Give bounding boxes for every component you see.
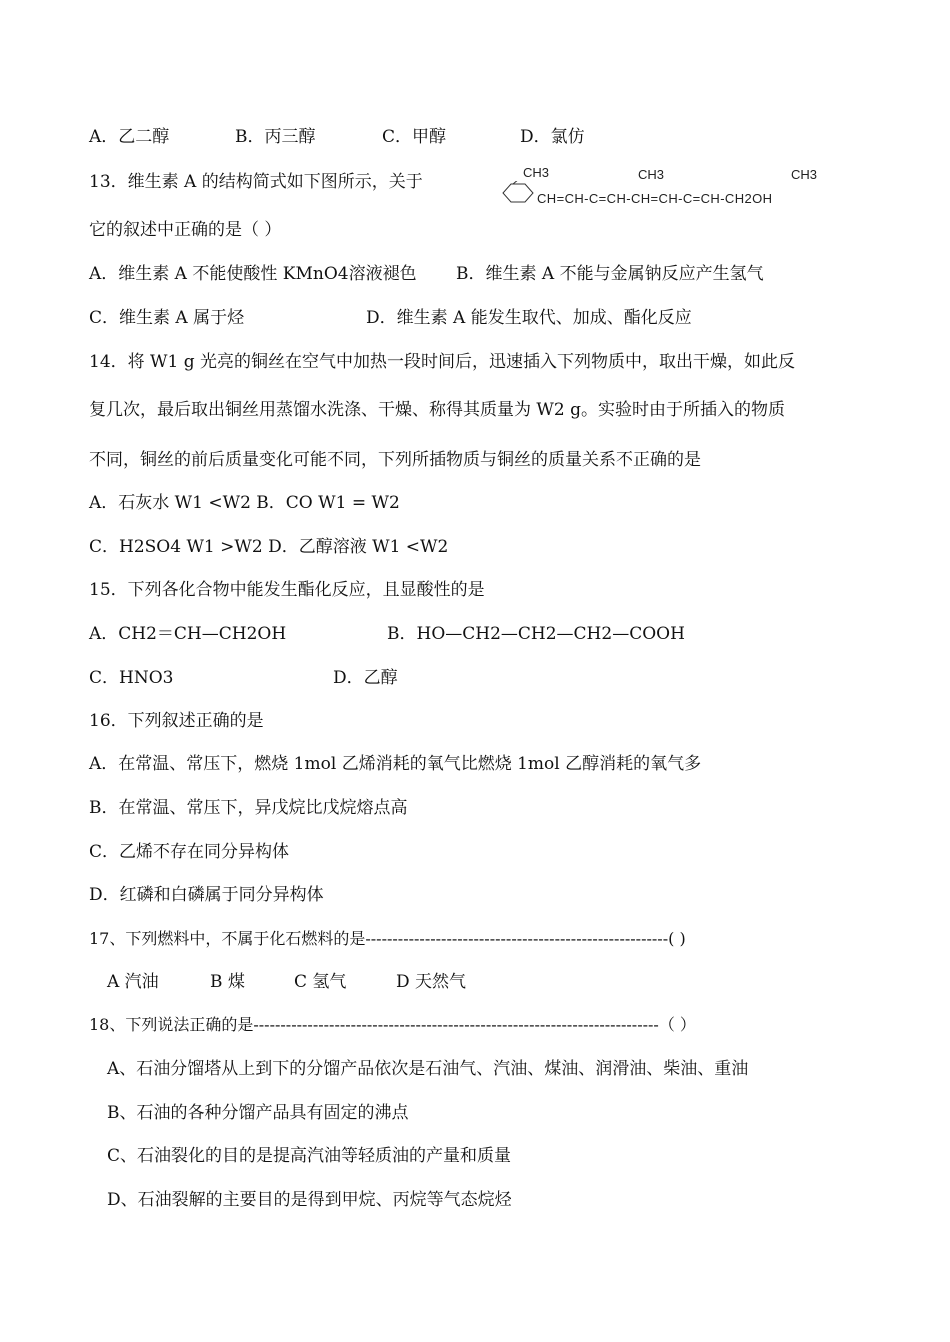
q14-options-ab: A．石灰水 W1 <W2 B．CO W1 = W2 [89,493,400,513]
polyene-chain: CH=CH-C=CH-CH=CH-C=CH-CH2OH [537,191,773,206]
q13-option-b: B．维生素 A 不能与金属钠反应产生氢气 [456,264,764,284]
q15-option-c: C．HNO3 [89,668,174,688]
q12-option-b: B．丙三醇 [235,127,316,147]
q18-option-c: C、石油裂化的目的是提高汽油等轻质油的产量和质量 [107,1146,512,1166]
q14-stem-line2: 复几次，最后取出铜丝用蒸馏水洗涤、干燥、称得其质量为 W2 g。实验时由于所插入的物质 [89,400,785,420]
methyl-label-1: CH3 [523,165,550,180]
q16-option-b: B．在常温、常压下，异戊烷比戊烷熔点高 [89,798,408,818]
methyl-label-3: CH3 [791,167,818,182]
q17-option-d: D 天然气 [396,972,467,992]
q16-option-c: C．乙烯不存在同分异构体 [89,842,290,862]
q12-option-d: D．氯仿 [520,127,585,147]
q15-option-a: A．CH2＝CH—CH2OH [89,624,287,644]
q12-option-c: C．甲醇 [382,127,447,147]
benzene-ring-icon [497,181,537,205]
q18-stem: 18、下列说法正确的是---------------------------------------------------------------------------（ ） [89,1015,696,1034]
vitamin-a-structure [497,165,927,215]
q13-stem-line2: 它的叙述中正确的是（ ） [89,220,282,240]
q17-stem: 17、下列燃料中，不属于化石燃料的是--------------------------------------------------------( ) [89,929,686,948]
q15-option-b: B．HO—CH2—CH2—CH2—COOH [387,624,685,644]
q15-option-d: D．乙醇 [333,668,398,688]
q13-option-c: C．维生素 A 属于烃 [89,308,245,328]
q15-stem: 15．下列各化合物中能发生酯化反应，且显酸性的是 [89,580,485,600]
q18-option-a: A、石油分馏塔从上到下的分馏产品依次是石油气、汽油、煤油、润滑油、柴油、重油 [107,1059,749,1079]
q17-option-b: B 煤 [210,972,245,992]
q13-stem-line1: 13．维生素 A 的结构简式如下图所示，关于 [89,172,423,192]
q18-option-b: B、石油的各种分馏产品具有固定的沸点 [107,1103,409,1123]
q16-stem: 16．下列叙述正确的是 [89,711,264,731]
q16-option-d: D．红磷和白磷属于同分异构体 [89,885,324,905]
q16-option-a: A．在常温、常压下，燃烧 1mol 乙烯消耗的氧气比燃烧 1mol 乙醇消耗的氧气多 [89,754,702,774]
q12-option-a: A．乙二醇 [89,127,170,147]
q14-options-cd: C．H2SO4 W1 >W2 D．乙醇溶液 W1 <W2 [89,537,449,557]
q18-option-d: D、石油裂解的主要目的是得到甲烷、丙烷等气态烷烃 [107,1190,512,1210]
methyl-label-2: CH3 [638,167,665,182]
q13-option-d: D．维生素 A 能发生取代、加成、酯化反应 [366,308,692,328]
q17-option-c: C 氢气 [294,972,347,992]
q13-option-a: A．维生素 A 不能使酸性 KMnO4溶液褪色 [89,264,417,284]
q17-option-a: A 汽油 [107,972,159,992]
q14-stem-line1: 14．将 W1 g 光亮的铜丝在空气中加热一段时间后，迅速插入下列物质中，取出干燥，如此反 [89,352,796,372]
q14-stem-line3: 不同，铜丝的前后质量变化可能不同，下列所插物质与铜丝的质量关系不正确的是 [89,450,701,470]
